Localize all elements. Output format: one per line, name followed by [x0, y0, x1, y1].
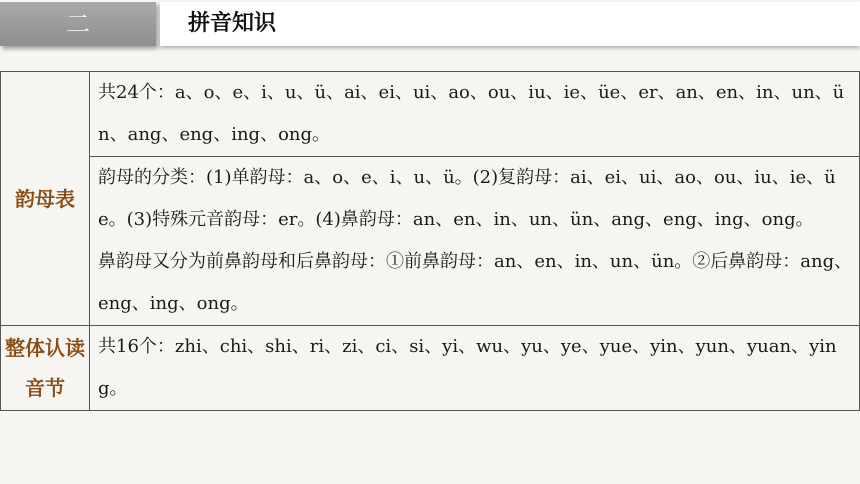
finals-classification-cell [90, 157, 860, 326]
table-row-syllables [1, 326, 860, 411]
nasal-finals-text: 鼻韵母又分为前鼻韵母和后鼻韵母：①前鼻韵母：an、en、in、un、ün。②后鼻韵母：ang、eng、ing、ong。 [98, 251, 853, 314]
page-title: 拼音知识 [188, 11, 277, 36]
row-label-finals: 韵母表 [1, 72, 90, 326]
row-label-whole-syllables: 整体认读音节 [1, 326, 90, 411]
table-row-finals-2 [1, 157, 860, 326]
table-row-finals-1 [1, 72, 860, 157]
header-bar [0, 0, 860, 50]
pinyin-table [0, 71, 860, 411]
finals-classification-text: 韵母的分类：(1)单韵母：a、o、e、i、u、ü。(2)复韵母：ai、ei、ui、ao、ou、iu、ie、üe。(3)特殊元音韵母：er。(4)鼻韵母：an、en、in、un、ün、ang、eng、ing、ong。 [98, 167, 836, 230]
section-number-tab: 二 [0, 2, 156, 46]
whole-syllables-text: 共16个：zhi、chi、shi、ri、zi、ci、si、yi、wu、yu、ye、yue、yin、yun、yuan、ying。 [98, 336, 837, 399]
whole-syllables-cell [90, 326, 860, 411]
finals-count-text: 共24个：a、o、e、i、u、ü、ai、ei、ui、ao、ou、iu、ie、üe、er、an、en、in、un、ün、ang、eng、ing、ong。 [98, 82, 845, 145]
finals-count-cell [90, 72, 860, 157]
title-box [160, 2, 860, 46]
